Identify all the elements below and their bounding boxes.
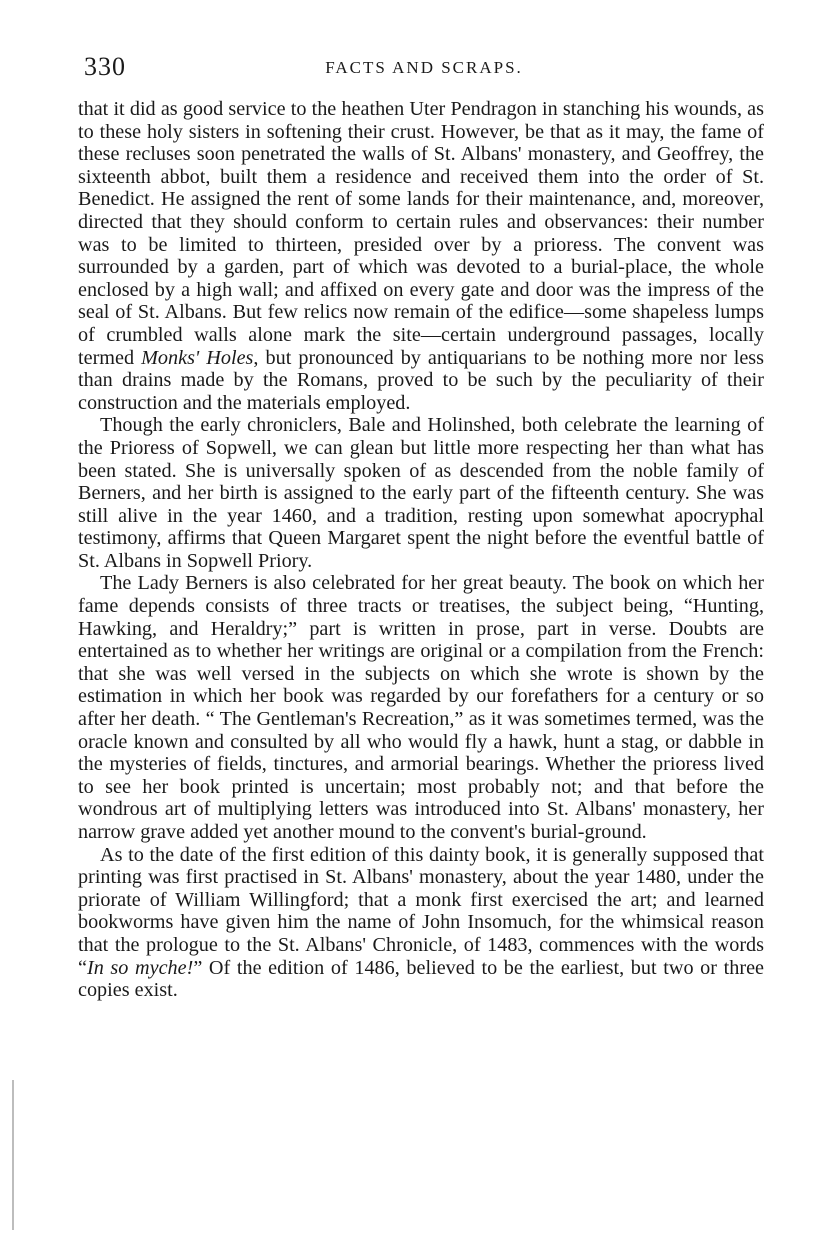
paragraph-2 bbox=[78, 414, 764, 572]
paragraph-1-text: that it did as good service to the heathen Uter Pendragon in stanching his wounds, as to these holy sisters in softening their crust. However, be that as it may, the fame of these recluses soon penetrated the walls of St. Albans' monastery, and Geoffrey, the sixteenth abbot, built them a residence and received them into the order of St. Benedict. He assigned the rent of some lands for their maintenance, and, moreover, directed that they should conform to certain rules and observances: their number was to be limited to thirteen, presided over by a prioress. The convent was surrounded by a garden, part of which was devoted to a burial-place, the whole enclosed by a high wall; and affixed on every gate and door was the impress of the seal of St. Albans. But few relics now remain of the edifice—some shapeless lumps of crumbled walls alone mark the site—certain underground passages, locally termed bbox=[78, 98, 764, 369]
paragraph-3-text: The Lady Berners is also celebrated for her great beauty. The book on which her fame depends consists of three tracts or treatises, the subject being, “Hunting, Hawking, and Heraldry;” part is written in prose, part in verse. Doubts are entertained as to whether her writings are original or a compilation from the French: that she was well versed in the subjects on which she wrote is shown by the estimation in which her book was regarded by our forefathers for a century or so after her death. “ The Gentleman's Recreation,” as it was sometimes termed, was the oracle known and consulted by all who would fly a hawk, hunt a stag, or dabble in the mysteries of fields, tinctures, and armorial bearings. Whether the prioress lived to see her book printed is uncertain; most probably not; and that before the wondrous art of multiplying letters was introduced into St. Albans' monastery, her narrow grave added yet another mound to the convent's burial-ground. bbox=[78, 572, 764, 843]
paragraph-1-text-after: , but pronounced by antiquarians to be nothing more nor less than drains made by the Romans, proved to be such by the peculiarity of their construction and the materials employed. bbox=[78, 346, 764, 414]
page-number: 330 bbox=[84, 52, 126, 81]
paragraph-4 bbox=[78, 844, 764, 1002]
paragraph-4-italic: In so myche! bbox=[86, 956, 194, 979]
paragraph-3 bbox=[78, 572, 764, 843]
running-head: FACTS AND SCRAPS. bbox=[325, 58, 523, 77]
paragraph-2-text: Though the early chroniclers, Bale and Holinshed, both celebrate the learning of the Prioress of Sopwell, we can glean but little more respecting her than what has been stated. She is universally spoken of as descended from the noble family of Berners, and her birth is assigned to the early part of the fifteenth century. She was still alive in the year 1460, and a tradition, resting upon somewhat apocryphal testimony, affirms that Queen Margaret spent the night before the eventful battle of St. Albans in Sopwell Priory. bbox=[78, 414, 764, 572]
paragraph-1-italic: Monks' Holes bbox=[141, 346, 254, 369]
body-text bbox=[78, 98, 764, 1002]
page-header bbox=[84, 52, 764, 88]
paragraph-4-text-after: ” Of the edition of 1486, believed to be the earliest, but two or three copies exist. bbox=[78, 956, 764, 1002]
paragraph-4-text: As to the date of the first edition of this dainty book, it is generally supposed that printing was first practised in St. Albans' monastery, about the year 1480, under the priorate of William Willingford; that a monk first exercised the art; and learned bookworms have given him the name of John Insomuch, for the whimsical reason that the prologue to the St. Albans' Chronicle, of 1483, commences with the words “ bbox=[78, 843, 764, 979]
scan-margin-line bbox=[12, 1080, 14, 1230]
paragraph-1 bbox=[78, 98, 764, 414]
